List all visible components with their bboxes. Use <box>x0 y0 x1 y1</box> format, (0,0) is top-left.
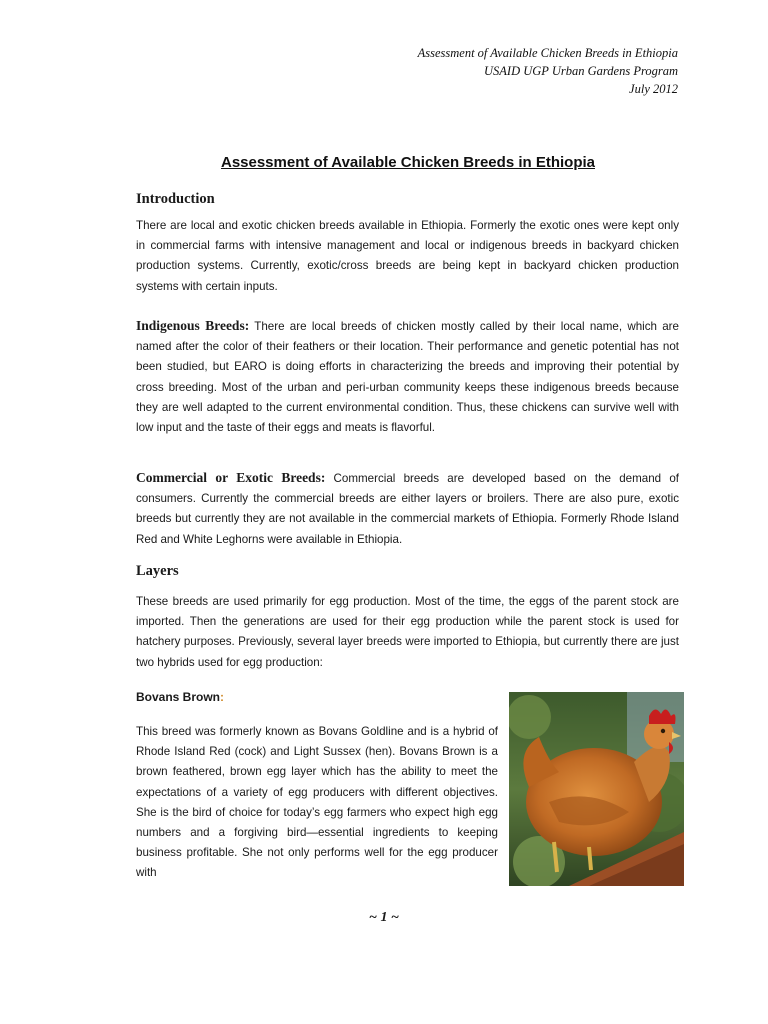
header-date: July 2012 <box>629 82 678 96</box>
indigenous-paragraph <box>136 316 679 438</box>
commercial-section <box>136 468 679 550</box>
layers-text: These breeds are used primarily for egg production. Most of the time, the eggs of the parent stock are imported. Then the generations are used for their egg production while the parent stock is used for hatchery purposes. Previously, several layer breeds were imported to Ethiopia, but currently there are just two hybrids used for egg production: <box>136 595 679 669</box>
indigenous-text: There are local breeds of chicken mostly called by their local name, which are named after the color of their feathers or their location. Their performance and genetic potential has not been studied, but EARO is doing efforts in characterizing the breeds and improving their potential by cross breeding. Most of the urban and peri-urban community keeps these indigenous breeds because they are well adapted to the current environmental condition. Thus, these chickens can survive well with low input and the taste of their eggs and meats is flavorful. <box>136 320 679 435</box>
commercial-heading: Commercial or Exotic Breeds: <box>136 470 326 485</box>
bovans-text: This breed was formerly known as Bovans Goldline and is a hybrid of Rhode Island Red (cock) and Light Sussex (hen). Bovans Brown is a brown feathered, brown egg layer which has the ability to meet the expectations of a variety of egg producers with different objectives. She is the bird of choice for today’s egg farmers who expect high egg numbers and a forgiving bird—essential ingredients to keeping business profitable. She not only performs well for the egg producer with <box>136 725 498 880</box>
bovans-heading-label: Bovans Brown <box>136 690 221 704</box>
header-program: USAID UGP Urban Gardens Program <box>484 64 678 78</box>
layers-heading: Layers <box>136 563 179 579</box>
bovans-heading <box>136 690 498 704</box>
header-title: Assessment of Available Chicken Breeds in Ethiopia <box>417 46 678 60</box>
running-header <box>278 44 678 98</box>
commercial-paragraph <box>136 468 679 550</box>
bovans-heading-colon: : <box>220 690 225 704</box>
page-number: ~ 1 ~ <box>369 910 399 925</box>
indigenous-section <box>136 316 679 438</box>
commercial-text: Commercial breeds are developed based on the demand of consumers. Currently the commercial breeds are either layers or broilers. There are also pure, exotic breeds but currently they are not available in the commercial markets of Ethiopia. Formerly Rhode Island Red and White Leghorns were available in Ethiopia. <box>136 472 679 546</box>
layers-section <box>136 563 679 673</box>
bovans-brown-hen-photo <box>509 692 684 886</box>
introduction-heading: Introduction <box>136 191 215 207</box>
introduction-text: There are local and exotic chicken breeds available in Ethiopia. Formerly the exotic ones were kept only in commercial farms with intensive management and local or indigenous breeds in backyard chicken production systems. Currently, exotic/cross breeds are being kept in backyard chicken production systems with certain inputs. <box>136 219 679 293</box>
hen-illustration <box>509 692 684 886</box>
document-title: Assessment of Available Chicken Breeds in Ethiopia <box>220 154 595 171</box>
bovans-section <box>136 690 498 884</box>
indigenous-heading: Indigenous Breeds: <box>136 318 250 333</box>
introduction-section <box>136 191 679 297</box>
